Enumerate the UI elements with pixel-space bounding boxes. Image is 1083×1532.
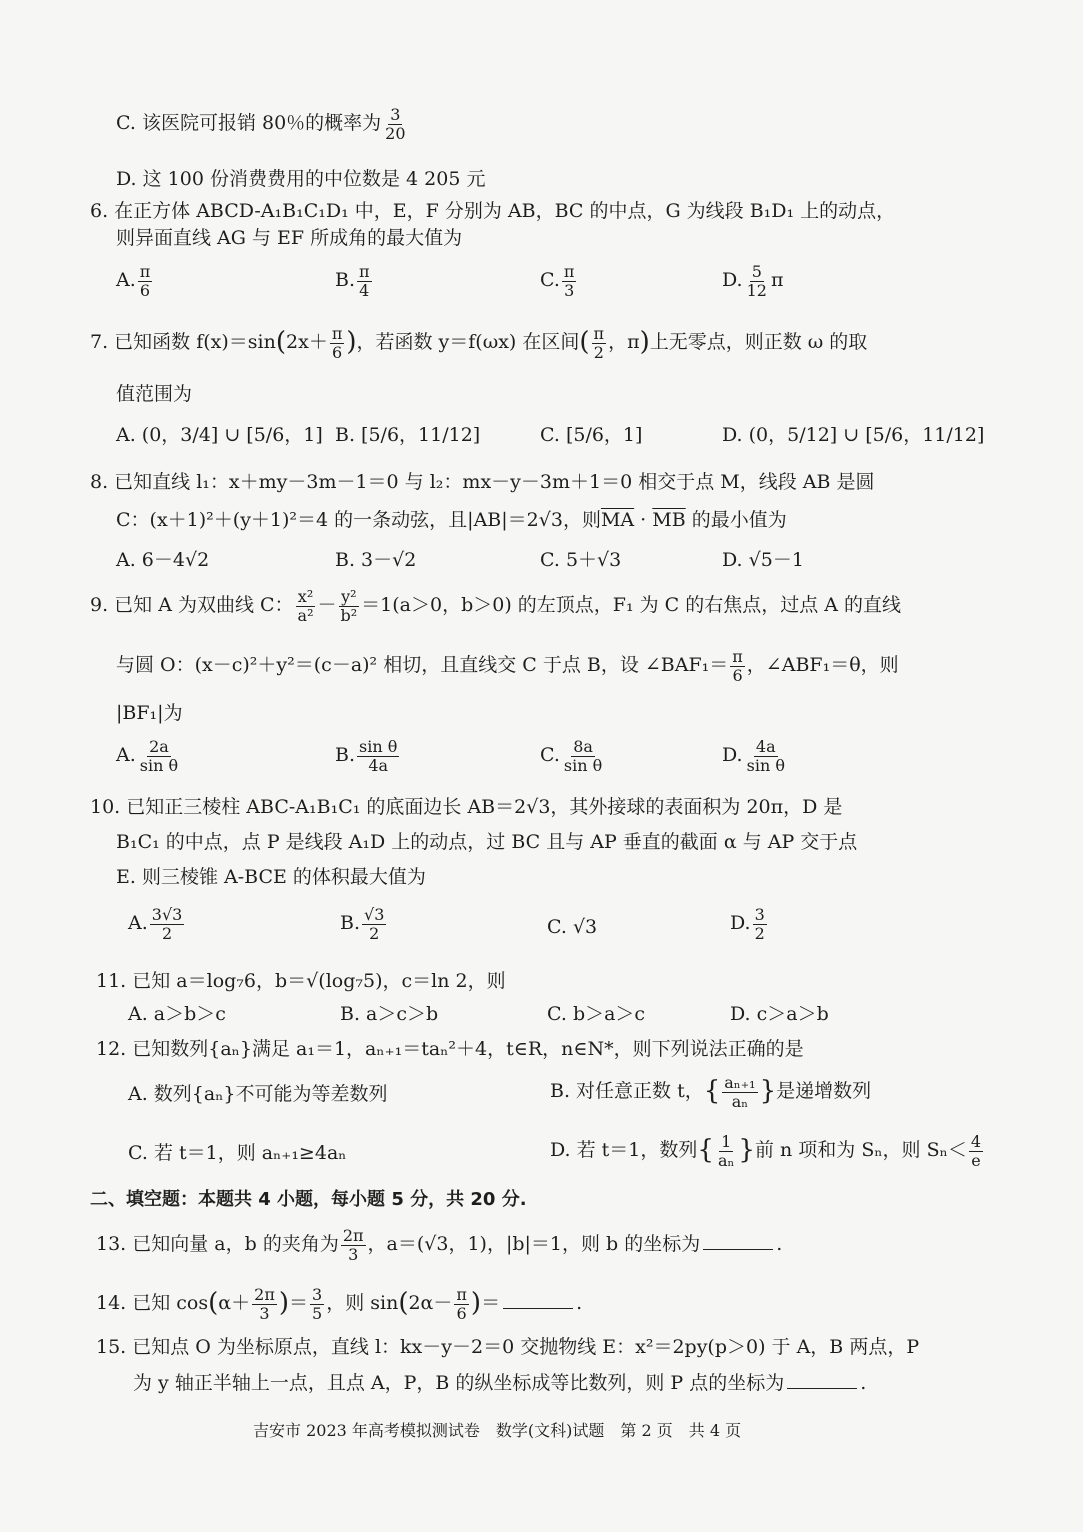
q15-stem-line1: 15. 已知点 O 为坐标原点，直线 l：kx－y－2＝0 交抛物线 E：x²＝2py(p＞0) 于 A，B 两点，P	[96, 1336, 920, 1358]
q5-option-d: D. 这 100 份消费费用的中位数是 4 205 元	[116, 168, 486, 190]
q9-stem-line3: |BF₁|为	[116, 702, 183, 724]
q6-option-d: D. $\frac{5}{12}$ π	[722, 262, 784, 300]
section-fill-in-heading: 二、填空题：本题共 4 小题，每小题 5 分，共 20 分.	[90, 1189, 527, 1210]
q9-option-a: A. $\frac{2a}{\text{sin θ}}$	[116, 737, 179, 775]
q15-answer-blank[interactable]	[787, 1387, 857, 1389]
q8-option-d: D. √5－1	[722, 549, 804, 571]
q7-option-b: B. [5/6，11/12]	[335, 424, 481, 446]
q9-option-b: B. $\frac{\text{sin θ}}{4a}$	[335, 737, 398, 775]
q6-option-a: A. $\frac{\pi}{6}$	[116, 262, 151, 300]
q10-option-d: D. $\frac{3}{2}$	[730, 905, 765, 943]
q13-answer-blank[interactable]	[703, 1248, 773, 1250]
q7-option-a: A. (0，3/4] ∪ [5/6，1]	[116, 424, 323, 446]
q7-stem-line2: 值范围为	[116, 383, 193, 405]
q5-option-c-fraction: $\frac{3}{20}$	[385, 105, 406, 143]
q8-option-a: A. 6－4√2	[116, 549, 210, 571]
q10-option-c: C. √3	[547, 916, 598, 938]
vector-ma: $\overline{MA}$	[600, 509, 635, 531]
q9-option-c: C. $\frac{8a}{\text{sin θ}}$	[540, 737, 603, 775]
q11-option-b: B. a＞c＞b	[340, 1003, 439, 1025]
q6-option-c: C. $\frac{\pi}{3}$	[540, 262, 575, 300]
q6-stem-line2: 则异面直线 AG 与 EF 所成角的最大值为	[116, 227, 463, 249]
q14-stem: 14. 已知 cos(α＋ $\frac{2\pi}{3}$ )＝ $\frac{3}{5}$ ，则 sin(2α－ $\frac{\pi}{6}$ )＝ .	[96, 1285, 583, 1323]
q9-stem-line1: 9. 已知 A 为双曲线 C： $\frac{\text{x²}}{\text{a²}}$ － $\frac{\text{y²}}{\text{b²}}$ ＝1(a＞0，b＞0) 的左顶点，F₁ 为 C 的右焦点，过点 A 的直线	[90, 587, 902, 625]
q10-stem-line1: 10. 已知正三棱柱 ABC-A₁B₁C₁ 的底面边长 AB＝2√3，其外接球的表面积为 20π，D 是	[90, 796, 843, 818]
q8-stem-line2: C：(x＋1)²＋(y＋1)²＝4 的一条动弦，且|AB|＝2√3，则$\overline{MA} \cdot \overline{MB}$ 的最小值为	[116, 509, 787, 531]
q9-option-d: D. $\frac{4a}{\text{sin θ}}$	[722, 737, 785, 775]
q7-stem-line1: 7. 已知函数 f(x)＝sin(2x＋ $\frac{\pi}{6}$ )，若函数 y＝f(ωx) 在区间( $\frac{\pi}{2}$ ，π)上无零点，则正数 ω 的取	[90, 324, 868, 362]
q11-option-c: C. b＞a＞c	[547, 1003, 646, 1025]
q15-stem-line2: 为 y 轴正半轴上一点，且点 A，P，B 的纵坐标成等比数列，则 P 点的坐标为 .	[133, 1372, 867, 1394]
q7-option-c: C. [5/6，1]	[540, 424, 643, 446]
q13-stem: 13. 已知向量 a，b 的夹角为 $\frac{2\pi}{3}$ ，a＝(√3，1)，|b|＝1，则 b 的坐标为 .	[96, 1226, 783, 1264]
q8-option-c: C. 5＋√3	[540, 549, 622, 571]
q5-option-c-text: C. 该医院可报销 80％的概率为	[116, 112, 382, 135]
q11-stem: 11. 已知 a＝log₇6，b＝√(log₇5)，c＝ln 2，则	[96, 970, 506, 992]
q10-option-b: B. $\frac{√3}{2}$	[340, 905, 385, 943]
q6-option-b: B. $\frac{\pi}{4}$	[335, 262, 370, 300]
q6-stem-line1: 6. 在正方体 ABCD-A₁B₁C₁D₁ 中，E，F 分别为 AB，BC 的中点，G 为线段 B₁D₁ 上的动点，	[90, 200, 896, 222]
q10-stem-line2: B₁C₁ 的中点，点 P 是线段 A₁D 上的动点，过 BC 且与 AP 垂直的截面 α 与 AP 交于点	[116, 831, 858, 853]
q8-stem-line1: 8. 已知直线 l₁：x＋my－3m－1＝0 与 l₂：mx－y－3m＋1＝0 相交于点 M，线段 AB 是圆	[90, 471, 875, 493]
q9-stem-line2: 与圆 O：(x－c)²＋y²＝(c－a)² 相切，且直线交 C 于点 B，设 ∠BAF₁＝ $\frac{\pi}{6}$ ，∠ABF₁＝θ，则	[116, 647, 899, 685]
q12-option-c: C. 若 t＝1，则 aₙ₊₁≥4aₙ	[128, 1142, 347, 1164]
q7-option-d: D. (0，5/12] ∪ [5/6，11/12]	[722, 424, 985, 446]
page-footer: 吉安市 2023 年高考模拟测试卷 数学(文科)试题 第 2 页 共 4 页	[253, 1421, 742, 1440]
q12-option-d: D. 若 t＝1，数列{ $\frac{1}{\text{aₙ}}$ }前 n 项和为 Sₙ，则 Sₙ＜ $\frac{4}{e}$	[550, 1132, 982, 1170]
q14-answer-blank[interactable]	[503, 1307, 573, 1309]
vector-mb: $\overline{MB}$	[652, 509, 686, 531]
q11-option-d: D. c＞a＞b	[730, 1003, 829, 1025]
q5-option-c	[116, 106, 410, 142]
q12-option-b: B. 对任意正数 t，{ $\frac{\text{aₙ₊₁}}{\text{aₙ}}$ }是递增数列	[550, 1073, 872, 1111]
q12-option-a: A. 数列{aₙ}不可能为等差数列	[128, 1083, 388, 1105]
q8-option-b: B. 3－√2	[335, 549, 417, 571]
q10-option-a: A. $\frac{3√3}{2}$	[128, 905, 183, 943]
q10-stem-line3: E. 则三棱锥 A-BCE 的体积最大值为	[116, 866, 426, 888]
q11-option-a: A. a＞b＞c	[128, 1003, 226, 1025]
q12-stem: 12. 已知数列{aₙ}满足 a₁＝1，aₙ₊₁＝taₙ²＋4，t∈R，n∈N*，则下列说法正确的是	[96, 1038, 804, 1060]
